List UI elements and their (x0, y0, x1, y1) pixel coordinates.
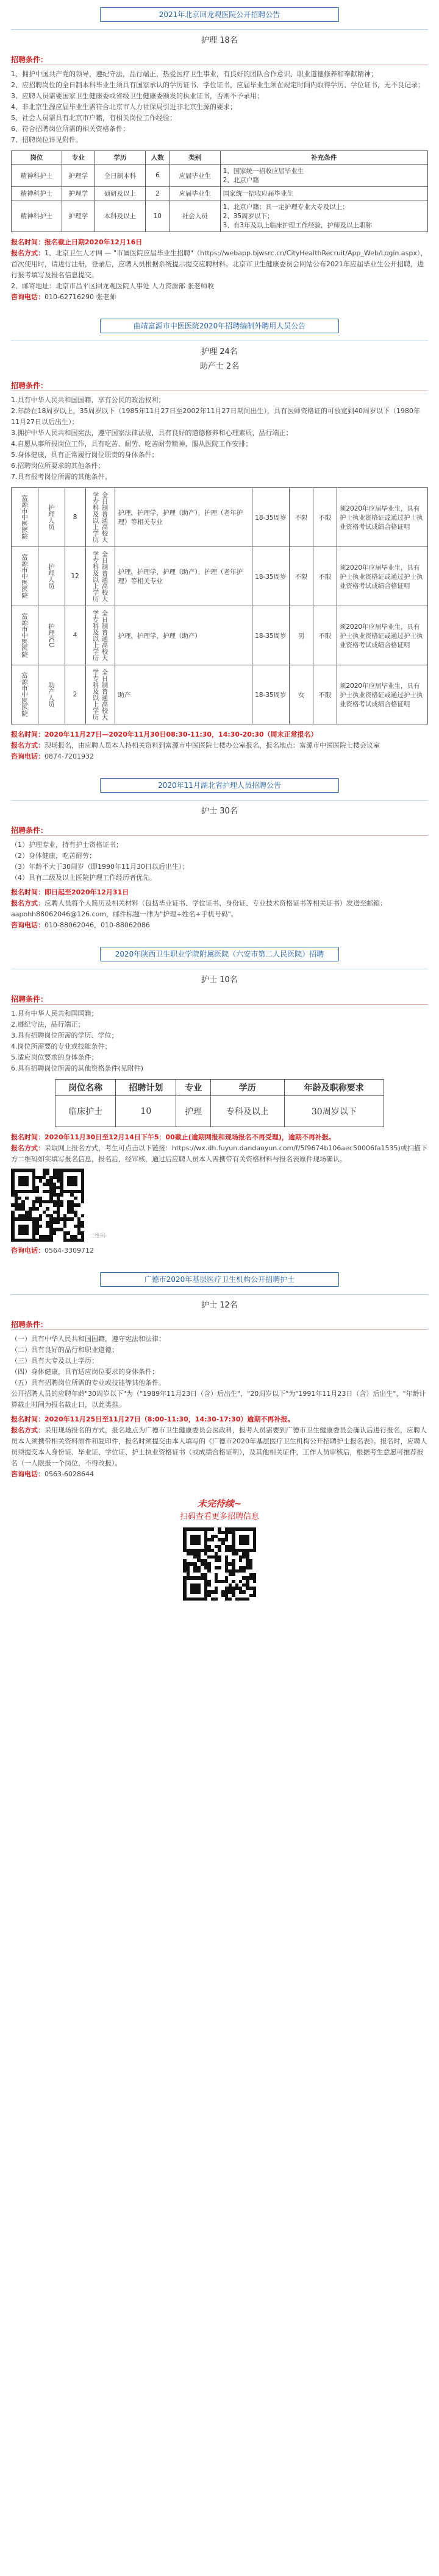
table-cell: 护理人员 (38, 488, 65, 547)
qr-module (56, 1183, 60, 1186)
table-cell: 助产人员 (38, 665, 65, 724)
method-label: 报名方式： (11, 1144, 45, 1152)
qr-module (221, 1597, 225, 1601)
table-cell: 全日制普通高校大学专科及以上学历 (85, 488, 115, 547)
table-header-row (55, 1080, 384, 1096)
table-cell: 精神科护士 (12, 187, 62, 200)
qr-module (252, 1569, 256, 1573)
table-cell: 18-35周岁 (252, 665, 289, 724)
qr-module (228, 1559, 232, 1562)
qr-module (15, 1214, 18, 1217)
table-cell: 精神科护士 (12, 200, 62, 232)
condition-item: 2、应招聘岗位的全日制本科毕业生须具有国家承认的学历证书、学位证书，应届毕业生须在规定时间内取得学历、学位证书，无不良记录； (11, 81, 424, 89)
label-underline (11, 1004, 428, 1005)
qr-module (35, 1214, 39, 1217)
condition-item: 3.具有招聘岗位所需的学历、学位； (11, 1031, 118, 1039)
condition-item: （五）具有招聘岗位所需的专业或技能等其他条件。 (11, 1379, 165, 1387)
table-row (12, 200, 428, 232)
condition-item: 1.具有中华人民共和国国籍； (11, 1010, 98, 1017)
table-header-row (12, 151, 428, 165)
qr-module (232, 1583, 235, 1587)
section-title: 广德市2020年基层医疗卫生机构公开招聘护士 (100, 1272, 339, 1287)
qr-module (46, 1175, 49, 1179)
qr-module (18, 1200, 21, 1203)
section-subtitle: 护士 10名 (201, 975, 238, 985)
table-header-cell: 专业 (62, 151, 95, 165)
table-cell: 须2020年应届毕业生，具有护士执业资格证或通过护士执业资格考试成绩合格证明 (337, 665, 427, 724)
condition-item: 3、应聘人员需要国家卫生健康委或省级卫生健康委颁发的执业证书，否则不予录用； (11, 92, 263, 100)
qr-module (221, 1576, 225, 1580)
qr-module (211, 1587, 215, 1590)
time-label: 报名时间：报名截止日期2020年12月16日 (11, 238, 143, 246)
table-cell: 2 (145, 187, 170, 200)
table-cell: 国家统一招收应届毕业生 (220, 187, 427, 200)
table-row (12, 547, 428, 606)
table-header-cell: 补充条件 (220, 151, 427, 165)
table-cell: 富源市中医医院 (12, 547, 38, 606)
footer-tagline: 未完待续~ (197, 1498, 242, 1509)
table-cell: 8 (65, 488, 85, 547)
page (0, 7, 439, 2576)
section-subtitle: 护士 30名 (201, 807, 238, 816)
qr-module (235, 1566, 239, 1569)
table-cell: 18-35周岁 (252, 606, 289, 665)
time-label: 报名时间：2020年11月30日至12月14日下午5：00截止(逾期网报和现场报名不再受理)，逾期不再补报。 (11, 1133, 335, 1141)
section-subtitle-1: 护理 24名 (201, 347, 238, 356)
phone-number: 0563-6028644 (45, 1470, 94, 1478)
condition-item: （一）具有中华人民共和国国籍，遵守宪法和法律； (11, 1335, 165, 1343)
qr-module (246, 1573, 249, 1576)
section-nursing-30 (11, 778, 428, 931)
condition-item: 6、符合招聘岗位所需的相关资格条件； (11, 125, 129, 133)
condition-item: （二）具有良好的品行和职业道德； (11, 1346, 118, 1354)
table-cell: 专科及以上 (210, 1096, 284, 1127)
table-cell: 护理学 (62, 200, 95, 232)
phone-label: 咨询电话： (11, 1470, 45, 1478)
time-label: 报名时间：2020年11月25日至11月27日（8:00-11:30，14:30-17:30）逾期不再补报。 (11, 1415, 294, 1423)
footer (0, 1497, 439, 1601)
table-cell: 6 (145, 165, 170, 187)
qr-module (60, 1238, 63, 1242)
qr-module (207, 1534, 211, 1538)
table-header-cell: 学历 (95, 151, 146, 165)
qr-module (201, 1594, 204, 1598)
table-row (55, 1096, 384, 1127)
time-label: 报名时间：2020年11月27日—2020年11月30日08:30-11:30，14:30-20:30（周末正常报名） (11, 731, 318, 738)
condition-item: （2）身体健康，吃苦耐劳； (11, 852, 96, 860)
table-cell: 须2020年应届毕业生，具有护士执业资格证或通过护士执业资格考试成绩合格证明 (337, 606, 427, 665)
phone-label: 咨询电话： (11, 1247, 45, 1254)
qr-module (77, 1186, 81, 1190)
table-cell: 18-35周岁 (252, 488, 289, 547)
section-beijing-huilongguan (11, 7, 428, 303)
qr-module (21, 1211, 25, 1214)
qr-module (228, 1566, 232, 1569)
table-cell: 富源市中医医院 (12, 665, 38, 724)
condition-item: 3.拥护中华人民共和国宪法，遵守国家法律法规，具有良好的道德修养和心理素质，品行端正； (11, 429, 293, 437)
qr-module (238, 1552, 242, 1555)
table-cell: 须2020年应届毕业生，具有护士执业资格证或通过护士执业资格考试成绩合格证明 (337, 488, 427, 547)
conditions-list (11, 1008, 428, 1074)
phone-label: 咨询电话： (11, 293, 45, 301)
qr-module (32, 1197, 35, 1200)
condition-item: 4.自愿从事所报岗位工作，具有吃苦、耐劳、吃苦耐劳精神，服从医院工作安排； (11, 440, 252, 448)
qr-module (80, 1211, 84, 1214)
qr-module (56, 1189, 60, 1193)
table-cell: 不限 (290, 488, 313, 547)
qr-module (53, 1214, 57, 1217)
qr-module (46, 1186, 49, 1190)
table-cell: 社会人员 (170, 200, 220, 232)
table-body (12, 488, 428, 724)
table-cell: 2 (65, 665, 85, 724)
qr-module (49, 1172, 53, 1176)
table-cell: 护理学 (62, 187, 95, 200)
table-cell: 须2020年应届毕业生，具有护士执业资格证或通过护士执业资格考试成绩合格证明 (337, 547, 427, 606)
table-row (12, 187, 428, 200)
qr-label: 二维码 (89, 1233, 106, 1239)
footer-subtitle: 扫码查看更多招聘信息 (179, 1512, 259, 1521)
label-underline (11, 1329, 428, 1330)
condition-item: 5.适应岗位要求的身体条件； (11, 1053, 98, 1061)
method-text: 采用现场报名的方式，报名地点为广德市卫生健康委员会医政科，报考人员需要到广德市卫生健康委员会确认后进行报名，应聘人员本人须携带相关资料原件和复印件，报名时须提交由本人填写的《广德市2020年基层医疗卫生机构公开招聘护士报名表》。报名时，应聘人员须提交本人身份证、毕业证、学位证、护士执业资格证书（或成绩合格证明），及其他相关证件，工作人员审核后，根据考生意愿可推荐报名（一人限报一个岗位，不得改报）。 (11, 1426, 427, 1467)
qr-module (77, 1235, 81, 1239)
conditions-list (11, 840, 428, 883)
table-cell: 女 (290, 665, 313, 724)
posts-table (11, 150, 428, 232)
qr-module (242, 1562, 246, 1566)
phone-label: 咨询电话： (11, 752, 45, 760)
condition-item: 2.年龄在18周岁以上，35周岁以下（1985年11月27日至2002年11月27日期间出生），具有医师资格证的可放宽到40周岁以下（1980年11月27日以后出生）； (11, 407, 420, 426)
table-cell: 男 (290, 606, 313, 665)
condition-item: （3）年龄不大于30周岁（即1990年11月30日以后出生）； (11, 863, 189, 871)
table-header-cell: 招聘计划 (116, 1080, 176, 1096)
qr-module (29, 1186, 32, 1190)
conditions-label: 招聘条件： (11, 55, 48, 64)
conditions-list (11, 69, 428, 146)
phone-number: 010-88062046，010-88062086 (45, 921, 150, 929)
section-luan-second-hospital (11, 947, 428, 1256)
qr-module (252, 1597, 256, 1601)
divider (11, 1294, 428, 1295)
qr-module (80, 1228, 84, 1231)
table-row (12, 165, 428, 187)
divider (11, 800, 428, 801)
phone-number: 0564-3309712 (45, 1247, 94, 1254)
condition-item: 6.具有招聘岗位所需的其他资格条件(见附件) (11, 1064, 144, 1072)
table-row (12, 488, 428, 547)
table-header-cell: 学历 (210, 1080, 284, 1096)
table-cell: 12 (65, 547, 85, 606)
table-cell: 护理，护理学，护理（助产） (115, 606, 252, 665)
qr-module (53, 1197, 57, 1200)
qr-module (183, 1573, 187, 1576)
qr-module (46, 1197, 49, 1200)
table-header-cell: 专业 (176, 1080, 210, 1096)
table-cell: 护理，护理学，护理（助产），护理（老年护理）等相关专业 (115, 547, 252, 606)
section-title: 2021年北京回龙观医院公开招聘公告 (100, 7, 339, 22)
qr-module (221, 1587, 225, 1590)
qr-module (25, 1207, 29, 1211)
table-header-cell: 年龄及职称要求 (284, 1080, 384, 1096)
qr-module (60, 1214, 63, 1217)
table-cell: 护理 (176, 1096, 210, 1127)
table-cell: 硕研及以上 (95, 187, 146, 200)
qr-module (66, 1235, 70, 1239)
conditions-label: 招聘条件： (11, 1320, 48, 1329)
condition-item: 4.岗位所需要的专业或技能条件； (11, 1042, 112, 1050)
condition-item: （四）身体健康，具有适应岗位要求的身体条件； (11, 1368, 159, 1376)
table-cell: 富源市中医医院 (12, 606, 38, 665)
table-cell: 富源市中医医院 (12, 488, 38, 547)
table-cell: 护理学 (62, 165, 95, 187)
qr-module (39, 1172, 43, 1176)
conditions-list (11, 395, 428, 483)
conditions-label: 招聘条件： (11, 826, 48, 835)
qr-module (221, 1527, 225, 1531)
qr-module (201, 1545, 204, 1549)
method-text: 采取网上报名方式，考生可点击以下链接：https://wx.dh.fuyun.dandaoyun.com/f/5f9674b106aec50006fa1535)或扫描下方二维码如实填写报名信息，报名后，经审核，通过后应聘人员本人需携带有关资格材料与报名表原件现场确认。 (11, 1144, 427, 1163)
table-cell: 10 (116, 1096, 176, 1127)
table-cell: 4 (65, 606, 85, 665)
condition-item: 5.身体健康，具有正常履行岗位职责的身体条件； (11, 451, 159, 459)
table-row (12, 606, 428, 665)
footer-qr-code-icon[interactable] (183, 1527, 256, 1601)
table-cell: 不限 (313, 606, 337, 665)
section-title: 2020年陕西卫生职业学院附属医院（六安市第二人民医院）招聘 (100, 947, 339, 961)
table-header-cell: 岗位名称 (55, 1080, 116, 1096)
section-subtitle: 护理 18名 (201, 36, 238, 45)
section-fuyuan-tcm (11, 319, 428, 762)
qr-module (249, 1590, 253, 1594)
qr-module (29, 1235, 32, 1239)
condition-item: 公开招聘人员的应聘年龄"30周岁以下"为（"1989年11月23日（含）后出生"，"20周岁以下"为"1991年11月23日（含）后出生"，"年龄计算截止时间为报名截止日，以此类推。 (11, 1390, 426, 1409)
table-header-cell: 人数 (145, 151, 170, 165)
table-header-cell: 岗位 (12, 151, 62, 165)
qr-module (80, 1217, 84, 1221)
table-cell: 护理人员 (38, 547, 65, 606)
condition-item: 1、拥护中国共产党的领导，遵纪守法，品行端正，热爱医疗卫生事业，有良好的团队合作意识、职业道德修养和奉献精神； (11, 70, 377, 78)
method-label: 报名方式： (11, 1426, 45, 1434)
section-subtitle-2: 助产士 2名 (199, 362, 240, 371)
table-cell: 不限 (313, 665, 337, 724)
conditions-label: 招聘条件： (11, 381, 48, 390)
table-cell: 不限 (290, 547, 313, 606)
qr-module (29, 1203, 32, 1207)
qr-module (249, 1545, 253, 1549)
qr-module (46, 1231, 49, 1235)
qr-module (242, 1580, 246, 1583)
label-underline (11, 835, 428, 836)
section-title: 2020年11月湖北省护理人员招聘公告 (100, 778, 339, 793)
table-cell: 临床护士 (55, 1096, 116, 1127)
method-label: 报名方式： (11, 249, 45, 257)
qr-module (46, 1217, 49, 1221)
qr-module (211, 1552, 215, 1555)
conditions-label: 招聘条件： (11, 995, 48, 1003)
table-cell: 1、北京户籍；具一定护理专业大专及以上； 2、35周岁以下； 3、有3年及以上临床护理工作经验，护师及以上职称 (220, 200, 427, 232)
condition-item: 1.具有中华人民共和国国籍，享有公民的政治权利； (11, 396, 165, 404)
table-cell: 10 (145, 200, 170, 232)
condition-item: 6.招聘岗位所要求的其他条件； (11, 462, 105, 470)
posts-table (11, 487, 428, 724)
table-cell: 应届毕业生 (170, 187, 220, 200)
qr-module (53, 1207, 57, 1211)
qr-module (74, 1221, 77, 1225)
qr-module (35, 1235, 39, 1239)
time-label: 报名时间：即日起至2020年12月31日 (11, 888, 129, 896)
section-subtitle: 护士 12名 (201, 1301, 238, 1310)
qr-module (197, 1573, 201, 1576)
table-cell: 不限 (313, 547, 337, 606)
table-cell: 全日制普通高校大学专科及以上学历 (85, 665, 115, 724)
method-text: 1、北京卫生人才网 — "市属医院应届毕业生招聘"（https://webapp.bjwsrc.cn/CityHealthRecruit/App_Web/Login.aspx），首次使用时，请进行注册，登录后，应聘人员根据系统提示提交应聘材料。北京市卫生健康委员会网站公布2021年应届毕业生公开招聘，进行报考填写及报名信息提交。 2、邮寄地址：北京市昌平区回龙观医院人事处 人力资源部 张老师收 (11, 249, 427, 290)
method-text: 应聘人员将个人简历及相关材料（包括毕业证书、学位证书、身份证、专业技术资格证书等相关证书）发送至邮箱：aapohh88062046@126.com，邮件标题一律为"护理+姓名+手机号码"。 (11, 899, 387, 918)
condition-item: 4、非北京生源应届毕业生需符合北京市人力社保局引进非北京生源的要求； (11, 103, 237, 111)
method-label: 报名方式： (11, 899, 45, 907)
table-cell: 不限 (313, 488, 337, 547)
table-cell: 1、国家统一招收应届毕业生 2、北京户籍 (220, 165, 427, 187)
table-body (12, 165, 428, 232)
divider (11, 29, 428, 30)
phone-number: 010-62716290 张老师 (45, 293, 116, 301)
phone-number: 0874-7201932 (45, 752, 94, 760)
qr-module (228, 1541, 232, 1545)
table-cell: 18-35周岁 (252, 547, 289, 606)
method-text: 现场报名，由应聘人员本人持相关资料到富源市中医医院七楼办公室报名，报名地点：富源市中医医院七楼会议室 (45, 741, 380, 749)
conditions-list (11, 1334, 428, 1410)
table-cell: 全日制普通高校大学专科及以上学历 (85, 547, 115, 606)
table-cell: 护理ICU (38, 606, 65, 665)
phone-label: 咨询电话： (11, 921, 45, 929)
qr-module (207, 1597, 211, 1601)
qr-module (11, 1200, 15, 1203)
qr-code-icon[interactable] (11, 1169, 84, 1242)
qr-module (225, 1583, 229, 1587)
posts-table (55, 1079, 384, 1127)
section-title: 曲靖富源市中医医院2020年招聘编制外聘用人员公告 (100, 319, 339, 333)
condition-item: （1）护理专业，持有护士资格证书； (11, 841, 123, 849)
condition-item: 5、社会人员需具有北京市户籍，有相关岗位工作经验； (11, 114, 176, 122)
table-cell: 精神科护士 (12, 165, 62, 187)
condition-item: 2.遵纪守法，品行端正； (11, 1021, 85, 1028)
table-cell: 护理，护理学，护理（助产），护理（老年护理）等相关专业 (115, 488, 252, 547)
table-cell: 本科及以上 (95, 200, 146, 232)
condition-item: （4）具有二级及以上医院护理工作经历者优先。 (11, 874, 156, 882)
table-cell: 全日制普通高校大学专科及以上学历 (85, 606, 115, 665)
qr-module (252, 1583, 256, 1587)
condition-item: （三）具有大专及以上学历； (11, 1357, 98, 1365)
qr-module (42, 1179, 46, 1183)
condition-item: 7、招聘岗位详见附件。 (11, 136, 82, 144)
table-cell: 助产 (115, 665, 252, 724)
qr-block (11, 1169, 428, 1242)
qr-module (232, 1597, 235, 1601)
table-row (12, 665, 428, 724)
table-cell: 全日制本科 (95, 165, 146, 187)
section-guangde-nurses (11, 1272, 428, 1480)
table-cell: 30周岁以下 (284, 1096, 384, 1127)
condition-item: 7.具有报考岗位所需的其他条件。 (11, 473, 112, 481)
table-cell: 应届毕业生 (170, 165, 220, 187)
table-header-cell: 类别 (170, 151, 220, 165)
qr-module (221, 1534, 225, 1538)
method-label: 报名方式： (11, 741, 45, 749)
